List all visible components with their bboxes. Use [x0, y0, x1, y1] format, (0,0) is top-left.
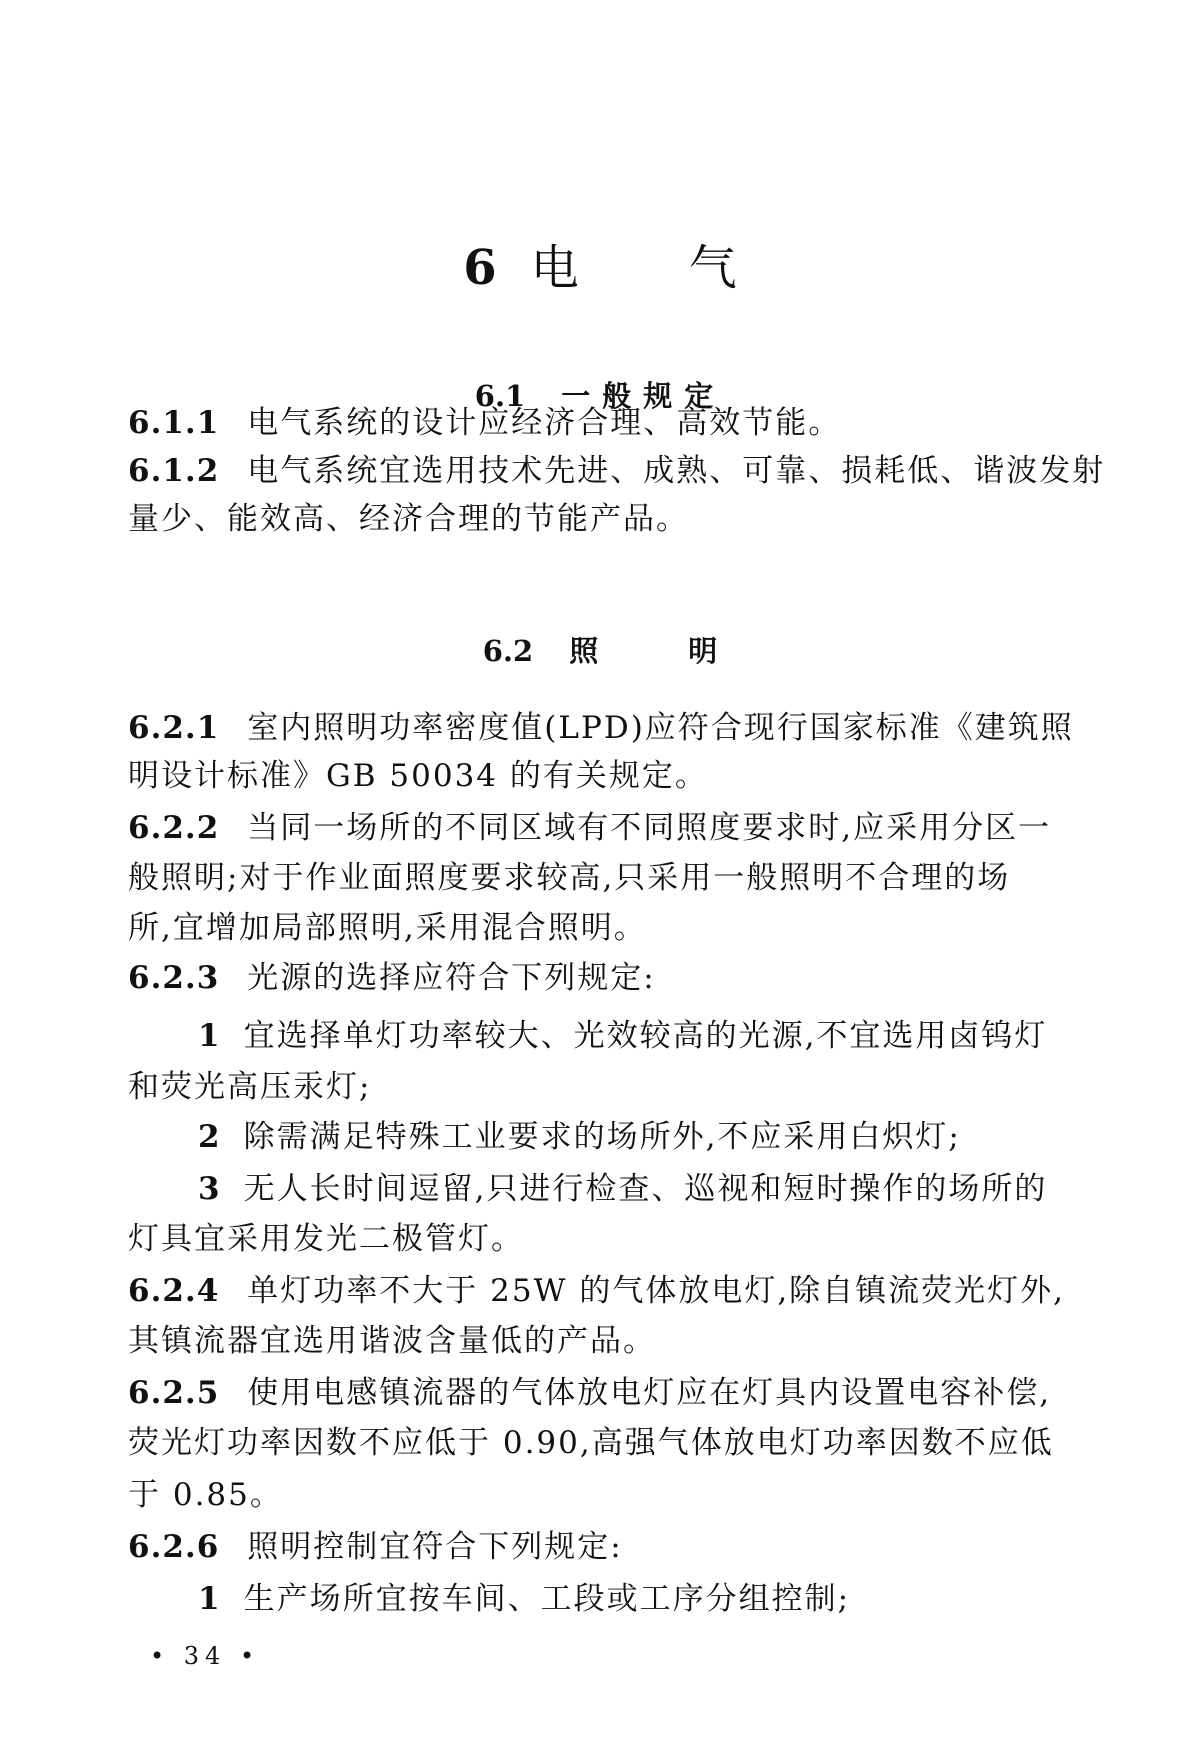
clause-6-2-5-line-3: 于 0.85。 — [128, 1477, 283, 1513]
clause-6-2-3 — [128, 953, 1088, 1003]
clause-number: 6.2.3 — [128, 960, 220, 996]
clause-6-1-1 — [128, 398, 1088, 448]
clause-text: 光源的选择应符合下列规定: — [247, 960, 656, 996]
section-number: 6.1 — [474, 379, 526, 413]
clause-number: 6.1.1 — [128, 405, 220, 441]
clause-6-2-1 — [128, 703, 1088, 753]
item-text: 宜选择单灯功率较大、光效较高的光源,不宜选用卤钨灯 — [243, 1018, 1048, 1054]
section-title-char-2: 明 — [688, 634, 718, 668]
clause-number: 6.2.5 — [128, 1375, 220, 1411]
section-number: 6.2 — [482, 634, 534, 668]
clause-text: 当同一场所的不同区域有不同照度要求时,应采用分区一 — [247, 810, 1052, 846]
clause-6-2-6 — [128, 1522, 1088, 1572]
clause-text: 使用电感镇流器的气体放电灯应在灯具内设置电容补偿, — [247, 1375, 1052, 1411]
chapter-title-char-1: 电 — [530, 240, 579, 296]
chapter-title — [0, 236, 1200, 300]
clause-number: 6.1.2 — [128, 453, 220, 489]
clause-number: 6.2.1 — [128, 710, 220, 746]
item-text: 除需满足特殊工业要求的场所外,不应采用白炽灯; — [243, 1119, 961, 1155]
chapter-number: 6 — [463, 240, 497, 296]
clause-6-2-4-line-2: 其镇流器宜选用谐波含量低的产品。 — [128, 1323, 656, 1359]
clause-text: 单灯功率不大于 25W 的气体放电灯,除自镇流荧光灯外, — [247, 1273, 1066, 1309]
clause-6-2-5 — [128, 1368, 1088, 1418]
clause-6-2-2-line-2: 般照明;对于作业面照度要求较高,只采用一般照明不合理的场 — [128, 860, 1011, 896]
clause-6-1-2-line-2: 量少、能效高、经济合理的节能产品。 — [128, 501, 689, 537]
section-title-text: 一般规定 — [561, 379, 726, 413]
section-title-char-1: 照 — [569, 634, 599, 668]
clause-text: 照明控制宜符合下列规定: — [247, 1529, 623, 1565]
clause-6-2-2-line-3: 所,宜增加局部照明,采用混合照明。 — [128, 910, 647, 946]
clause-6-2-3-item-3 — [198, 1164, 1088, 1214]
item-text: 无人长时间逗留,只进行检查、巡视和短时操作的场所的 — [243, 1171, 1048, 1207]
chapter-title-char-2: 气 — [688, 240, 737, 296]
item-text: 生产场所宜按车间、工段或工序分组控制; — [243, 1581, 851, 1617]
clause-number: 6.2.2 — [128, 810, 220, 846]
clause-number: 6.2.6 — [128, 1529, 220, 1565]
page-number: • 34 • — [150, 1642, 261, 1670]
item-number: 3 — [198, 1171, 222, 1207]
clause-number: 6.2.4 — [128, 1273, 220, 1309]
clause-6-2-2 — [128, 803, 1088, 853]
section-title-6-2 — [0, 631, 1200, 671]
clause-6-1-2 — [128, 446, 1106, 496]
clause-6-2-5-line-2: 荧光灯功率因数不应低于 0.90,高强气体放电灯功率因数不应低 — [128, 1425, 1054, 1461]
clause-text: 电气系统宜选用技术先进、成熟、可靠、损耗低、谐波发射 — [247, 453, 1106, 489]
item-number: 1 — [198, 1581, 222, 1617]
clause-6-2-3-item-1 — [198, 1011, 1088, 1061]
clause-6-2-1-line-2: 明设计标准》GB 50034 的有关规定。 — [128, 758, 708, 794]
item-number: 2 — [198, 1119, 222, 1155]
clause-6-2-4 — [128, 1266, 1088, 1316]
clause-6-2-3-item-3-line-2: 灯具宜采用发光二极管灯。 — [128, 1221, 524, 1257]
clause-6-2-3-item-2 — [198, 1112, 1088, 1162]
clause-6-2-3-item-1-line-2: 和荧光高压汞灯; — [128, 1069, 372, 1105]
clause-text: 电气系统的设计应经济合理、高效节能。 — [247, 405, 842, 441]
clause-6-2-6-item-1 — [198, 1574, 1088, 1624]
item-number: 1 — [198, 1018, 222, 1054]
clause-text: 室内照明功率密度值(LPD)应符合现行国家标准《建筑照 — [247, 710, 1074, 746]
